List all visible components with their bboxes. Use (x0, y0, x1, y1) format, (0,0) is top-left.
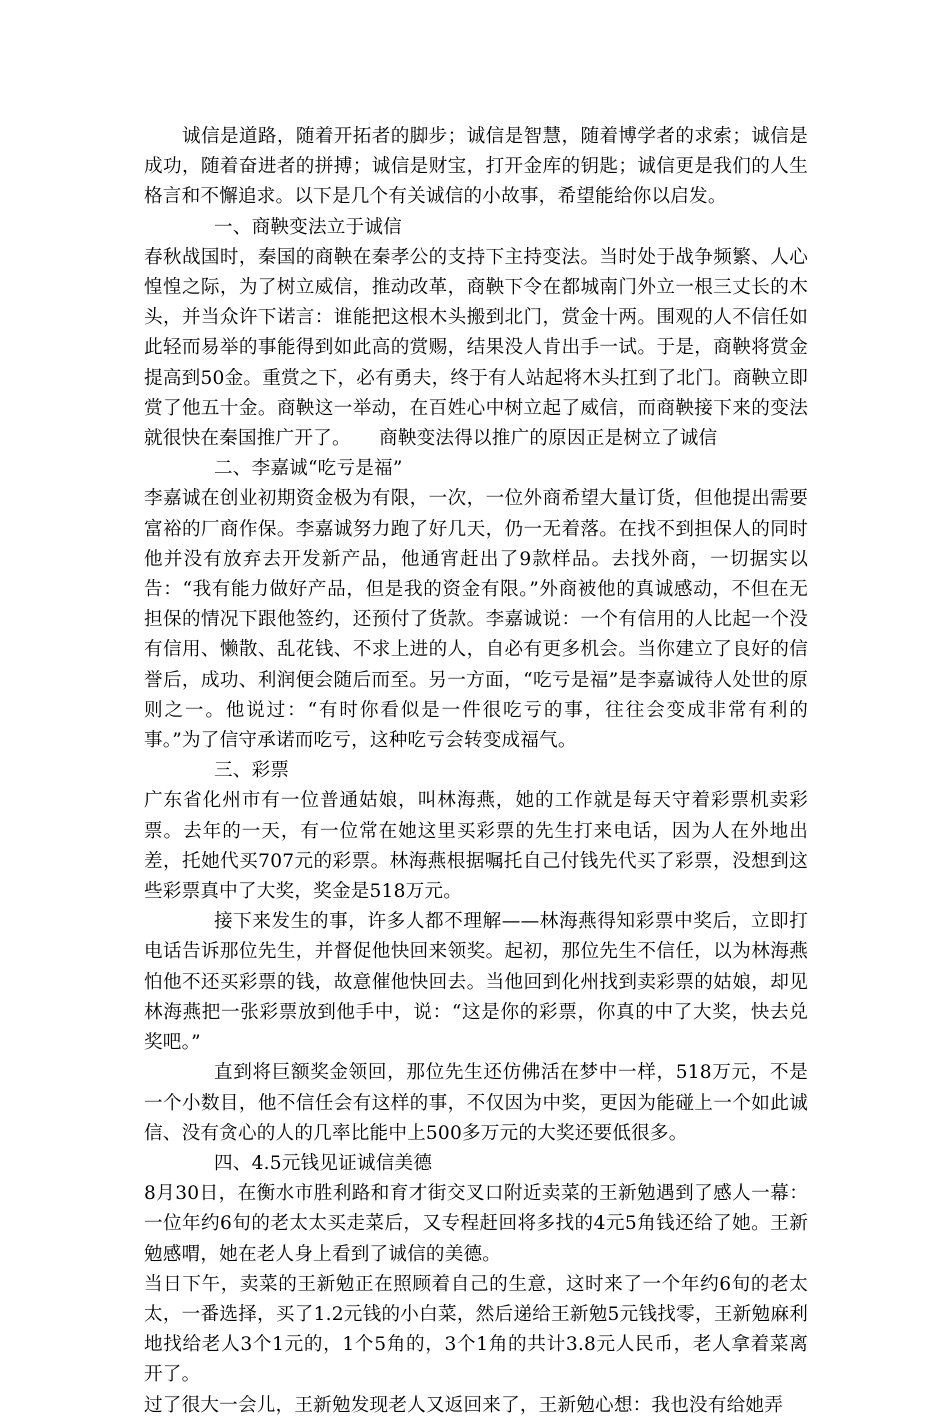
intro-paragraph: 诚信是道路，随着开拓者的脚步；诚信是智慧，随着博学者的求索；诚信是成功，随着奋进者的拼搏；诚信是财宝，打开金库的钥匙；诚信更是我们的人生格言和不懈追求。以下是几个有关诚信的小故事，希望能给你以启发。 (144, 126, 808, 208)
section-1-paragraph-1: 春秋战国时，秦国的商鞅在秦孝公的支持下主持变法。当时处于战争频繁、人心惶惶之际，为了树立威信，推动改革，商鞅下令在都城南门外立一根三丈长的木头，并当众许下诺言：谁能把这根木头搬到北门，赏金十两。围观的人不信任如此轻而易举的事能得到如此高的赏赐，结果没人肯出手一试。于是，商鞅将赏金提高到50金。重赏之下，必有勇夫，终于有人站起将木头扛到了北门。商鞅立即赏了他五十金。商鞅这一举动，在百姓心中树立起了威信，而商鞅接下来的变法就很快在秦国推广开了。 商鞅变法得以推广的原因正是树立了诚信 (144, 246, 808, 450)
section-heading-3: 三、彩票 (214, 760, 290, 782)
section-3-paragraph-1: 广东省化州市有一位普通姑娘，叫林海燕，她的工作就是每天守着彩票机卖彩票。去年的一天，有一位常在她这里买彩票的先生打来电话，因为人在外地出差，托她代买707元的彩票。林海燕根据嘱托自己付钱先代买了彩票，没想到这些彩票真中了大奖，奖金是518万元。 (144, 790, 808, 903)
section-3-paragraph-3: 直到将巨额奖金领回，那位先生还仿佛活在梦中一样，518万元，不是一个小数目，他不信任会有这样的事，不仅因为中奖，更因为能碰上一个如此诚信、没有贪心的人的几率比能中上500多万元的大奖还要低很多。 (144, 1062, 808, 1144)
section-2-paragraph-1: 李嘉诚在创业初期资金极为有限，一次，一位外商希望大量订货，但他提出需要富裕的厂商作保。李嘉诚努力跑了好几天，仍一无着落。在找不到担保人的同时他并没有放弃去开发新产品，他通宵赶出了9款样品。去找外商，一切据实以告：“我有能力做好产品，但是我的资金有限。”外商被他的真诚感动，不但在无担保的情况下跟他签约，还预付了货款。李嘉诚说：一个有信用的人比起一个没有信用、懒散、乱花钱、不求上进的人，自必有更多机会。当你建立了良好的信誉后，成功、利润便会随后而至。另一方面，“吃亏是福”是李嘉诚待人处世的原则之一。他说过：“有时你看似是一件很吃亏的事，往往会变成非常有利的事。”为了信守承诺而吃亏，这种吃亏会转变成福气。 (144, 488, 808, 752)
section-4-paragraph-3: 过了很大一会儿，王新勉发现老人又返回来了，王新勉心想：我也没有给她弄 (144, 1394, 783, 1416)
section-heading-4: 四、4.5元钱见证诚信美德 (214, 1152, 433, 1174)
section-3-paragraph-2: 接下来发生的事，许多人都不理解——林海燕得知彩票中奖后，立即打电话告诉那位先生，并督促他快回来领奖。起初，那位先生不信任，以为林海燕怕他不还买彩票的钱，故意催他快回去。当他回到化州找到卖彩票的姑娘，却见林海燕把一张彩票放到他手中，说：“这是你的彩票，你真的中了大奖，快去兑奖吧。” (144, 911, 808, 1054)
section-heading-2: 二、李嘉诚“吃亏是福” (214, 458, 403, 480)
document-page (144, 122, 808, 1421)
section-4-paragraph-2: 当日下午，卖菜的王新勉正在照顾着自己的生意，这时来了一个年约6旬的老太太，一番选择，买了1.2元钱的小白菜，然后递给王新勉5元钱找零，王新勉麻利地找给老人3个1元的，1个5角的，3个1角的共计3.8元人民币，老人拿着菜离开了。 (144, 1273, 808, 1386)
section-4-paragraph-1: 8月30日，在衡水市胜利路和育才街交叉口附近卖菜的王新勉遇到了感人一幕：一位年约6旬的老太太买走菜后，又专程赶回将多找的4元5角钱还给了她。王新勉感喟，她在老人身上看到了诚信的美德。 (144, 1183, 808, 1265)
section-heading-1: 一、商鞅变法立于诚信 (214, 216, 402, 238)
